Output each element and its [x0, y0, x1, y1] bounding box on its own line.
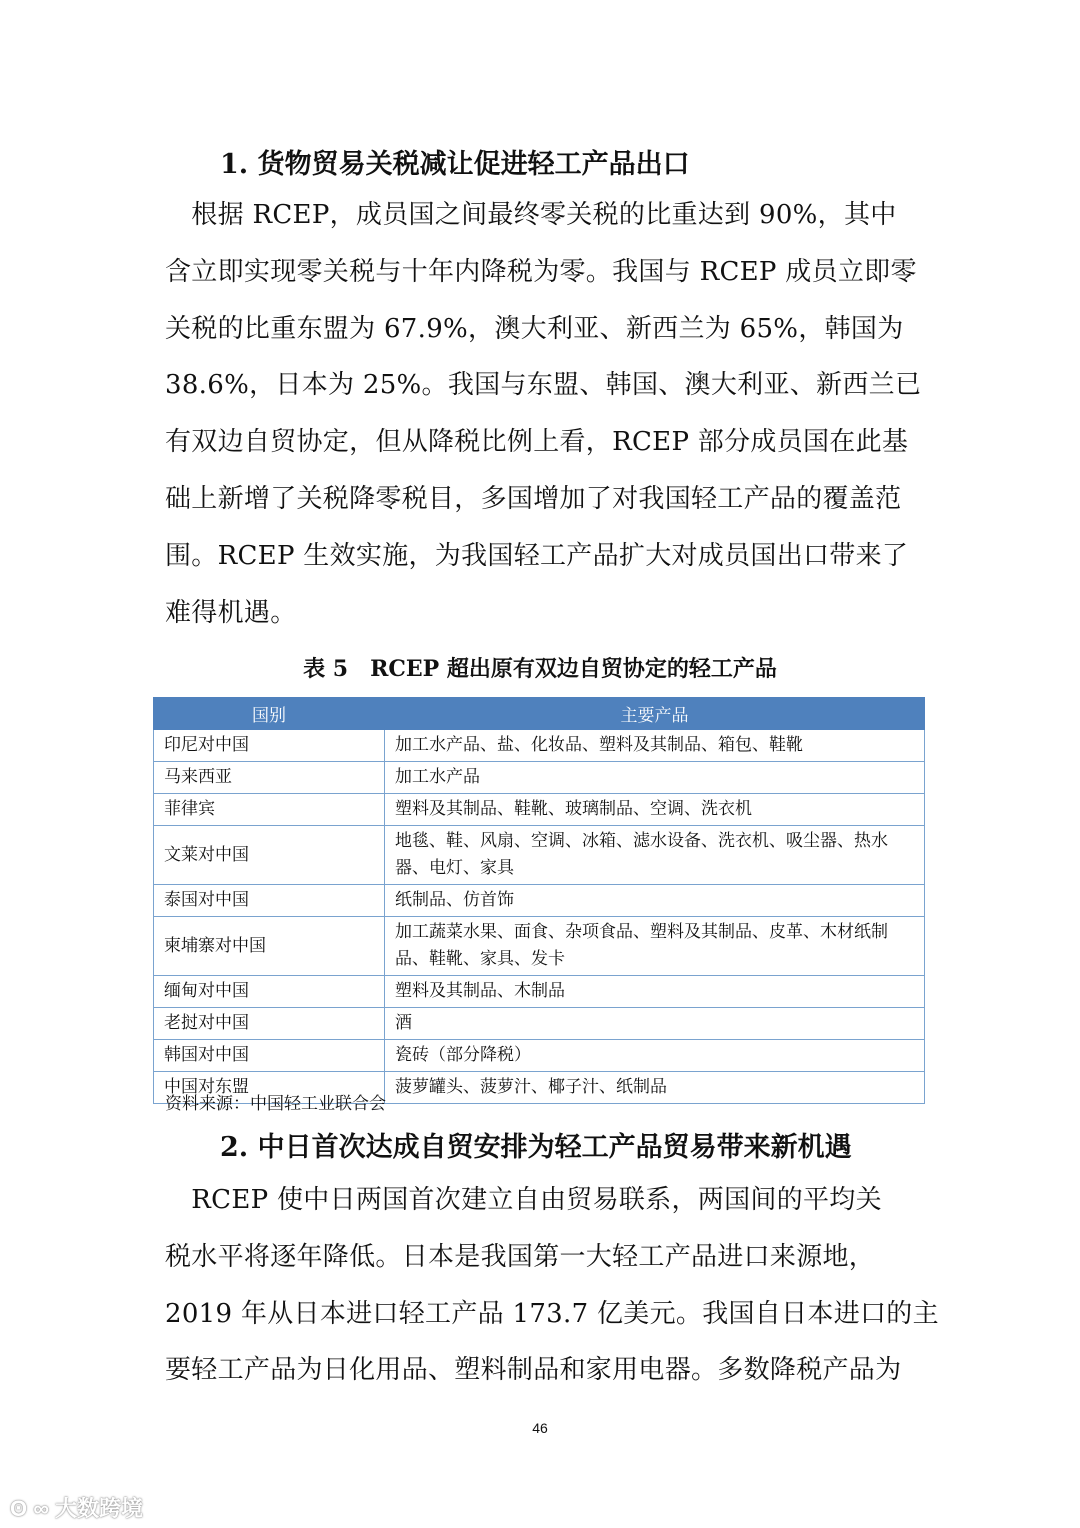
cell-products: 塑料及其制品、鞋靴、玻璃制品、空调、洗衣机	[385, 794, 925, 826]
cell-products: 地毯、鞋、风扇、空调、冰箱、滤水设备、洗衣机、吸尘器、热水器、电灯、家具	[385, 826, 925, 885]
text-line: 根据 RCEP，成员国之间最终零关税的比重达到 90%，其中	[165, 200, 897, 230]
table-row	[154, 917, 925, 976]
text-line: 围。RCEP 生效实施，为我国轻工产品扩大对成员国出口带来了	[165, 540, 909, 571]
section-1-paragraph	[165, 187, 925, 641]
cell-country: 中国对东盟	[154, 1072, 385, 1104]
table-row	[154, 794, 925, 826]
cell-products: 瓷砖（部分降税）	[385, 1040, 925, 1072]
text-line: 关税的比重东盟为 67.9%，澳大利亚、新西兰为 65%，韩国为	[165, 313, 904, 344]
text-line: RCEP 使中日两国首次建立自由贸易联系，两国间的平均关	[165, 1185, 882, 1215]
cell-products: 酒	[385, 1008, 925, 1040]
cell-products: 加工蔬菜水果、面食、杂项食品、塑料及其制品、皮革、木材纸制品、鞋靴、家具、发卡	[385, 917, 925, 976]
cell-products: 加工水产品、盐、化妆品、塑料及其制品、箱包、鞋靴	[385, 730, 925, 762]
cell-country: 菲律宾	[154, 794, 385, 826]
section-2-paragraph	[165, 1172, 939, 1399]
cell-products: 菠萝罐头、菠萝汁、椰子汁、纸制品	[385, 1072, 925, 1104]
text-line: 2019 年从日本进口轻工产品 173.7 亿美元。我国自日本进口的主	[165, 1298, 939, 1329]
header-country: 国别	[154, 698, 385, 730]
text-line: 础上新增了关税降零税目，多国增加了对我国轻工产品的覆盖范	[165, 483, 902, 514]
cell-country: 印尼对中国	[154, 730, 385, 762]
table-source: 资料来源：中国轻工业联合会	[165, 1094, 386, 1114]
watermark-logo: ʘ ∞ 大数跨境	[10, 1496, 144, 1521]
table-row	[154, 1040, 925, 1072]
text-line: 含立即实现零关税与十年内降税为零。我国与 RCEP 成员立即零	[165, 256, 917, 287]
cell-products: 纸制品、仿首饰	[385, 885, 925, 917]
page-number: 46	[532, 1420, 548, 1436]
cell-country: 马来西亚	[154, 762, 385, 794]
table-row	[154, 762, 925, 794]
cell-products: 加工水产品	[385, 762, 925, 794]
table-row	[154, 885, 925, 917]
text-line: 税水平将逐年降低。日本是我国第一大轻工产品进口来源地，	[165, 1241, 876, 1272]
cell-country: 柬埔寨对中国	[154, 917, 385, 976]
text-line: 有双边自贸协定，但从降税比例上看，RCEP 部分成员国在此基	[165, 427, 909, 458]
cell-country: 老挝对中国	[154, 1008, 385, 1040]
table-row	[154, 730, 925, 762]
table-row	[154, 976, 925, 1008]
cell-products: 塑料及其制品、木制品	[385, 976, 925, 1008]
text-line: 38.6%，日本为 25%。我国与东盟、韩国、澳大利亚、新西兰已	[165, 370, 922, 401]
cell-country: 泰国对中国	[154, 885, 385, 917]
header-products: 主要产品	[385, 698, 925, 730]
cell-country: 文莱对中国	[154, 826, 385, 885]
cell-country: 韩国对中国	[154, 1040, 385, 1072]
products-table	[153, 697, 925, 1104]
cell-country: 缅甸对中国	[154, 976, 385, 1008]
section-2-heading: 2. 中日首次达成自贸安排为轻工产品贸易带来新机遇	[220, 1132, 852, 1163]
table-row	[154, 826, 925, 885]
text-line: 要轻工产品为日化用品、塑料制品和家用电器。多数降税产品为	[165, 1355, 902, 1386]
section-1-heading: 1. 货物贸易关税减让促进轻工产品出口	[220, 149, 690, 180]
table-caption: 表 5 RCEP 超出原有双边自贸协定的轻工产品	[303, 656, 777, 682]
table-row	[154, 1008, 925, 1040]
text-line: 难得机遇。	[165, 597, 297, 628]
